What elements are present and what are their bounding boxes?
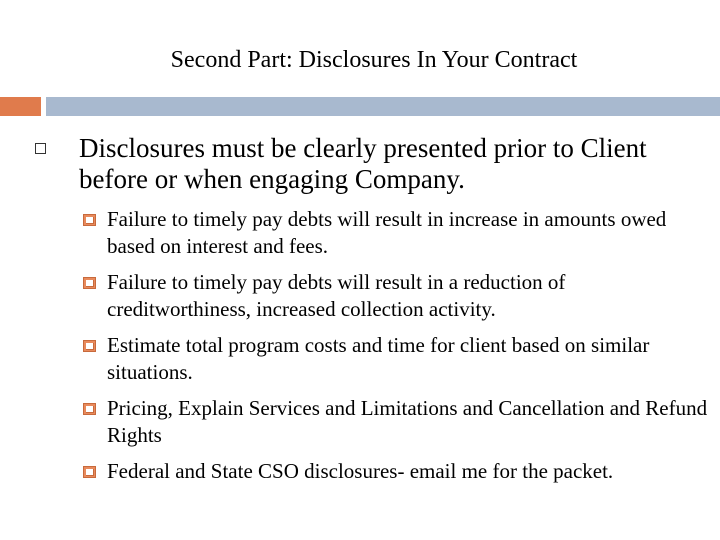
sub-bullet-text: Estimate total program costs and time for client based on similar situations. [107,333,650,384]
sub-bullet-text: Pricing, Explain Services and Limitations and Cancellation and Refund Rights [107,396,708,447]
sub-bullet-text: Failure to timely pay debts will result in increase in amounts owed based on interest and fees. [107,207,667,258]
sub-bullet-item [83,332,713,386]
hollow-square-bullet-icon [35,143,46,154]
main-bullet-text: Disclosures must be clearly presented prior to Client before or when engaging Company. [79,133,647,194]
sub-bullet-item [83,458,713,485]
orange-square-bullet-icon [83,466,96,478]
sub-bullet-text: Failure to timely pay debts will result in a reduction of creditworthiness, increased collection activity. [107,270,566,321]
sub-bullet-item [83,269,713,323]
orange-square-bullet-icon [83,403,96,415]
sub-bullet-list [83,206,713,494]
orange-square-bullet-icon [83,277,96,289]
sub-bullet-item [83,206,713,260]
orange-square-bullet-icon [83,214,96,226]
sub-bullet-item [83,395,713,449]
sub-bullet-text: Federal and State CSO disclosures- email me for the packet. [107,459,614,483]
slide-title: Second Part: Disclosures In Your Contract [170,47,578,73]
accent-bar-blue [46,97,720,116]
accent-bar-orange [0,97,41,116]
orange-square-bullet-icon [83,340,96,352]
